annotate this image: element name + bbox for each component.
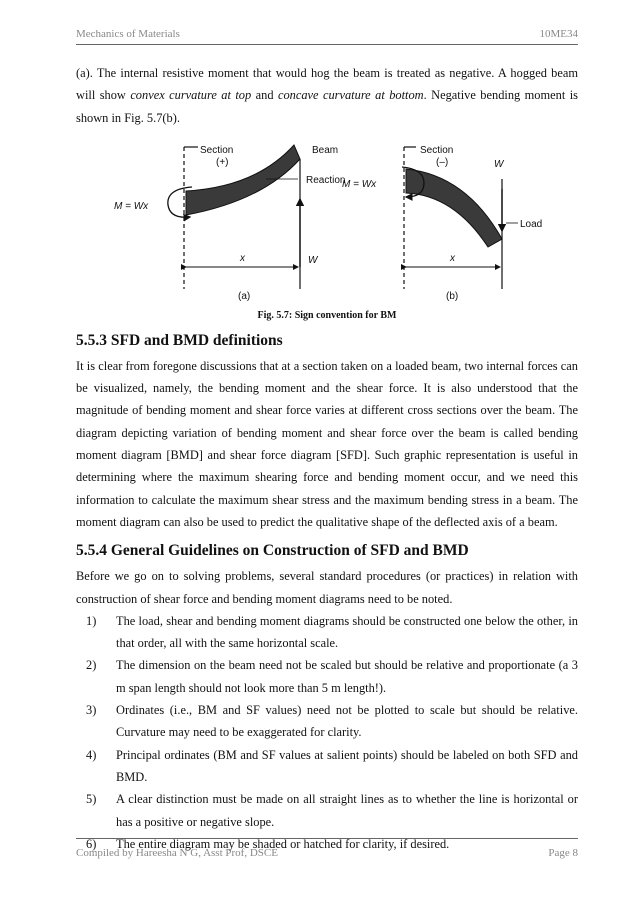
- section-heading-5-5-3: 5.5.3 SFD and BMD definitions: [76, 331, 283, 349]
- section-label-b: Section: [420, 144, 454, 156]
- page-header: [76, 22, 578, 45]
- figure-5-7: [76, 139, 578, 311]
- moment-label-a: M = Wx: [114, 200, 149, 212]
- list-item: [86, 744, 578, 789]
- list-item-number: 2): [86, 658, 97, 673]
- list-item-text: The entire diagram may be shaded or hatched for clarity, if desired.: [116, 836, 450, 851]
- sign-label-a: (+): [216, 156, 229, 168]
- list-item-number: 6): [86, 836, 97, 851]
- list-item-text: Ordinates (i.e., BM and SF values) need not be plotted to scale but should be relative. Curvature may need to be exaggerated for clarity.: [116, 703, 578, 740]
- section-5-5-3-paragraph: It is clear from foregone discussions that at a section taken on a loaded beam, two internal forces can be visualized, namely, the bending moment and the shear force. It is also understood that the magnitude of bending moment and shear force varies at different cross sections over the beam. The diagram depicting variation of bending moment and shear force over the beam is called bending moment diagram [BMD] and shear force diagram [SFD]. Such graphic representation is useful in determining where the maximum shearing force and bending moment occur, and we need this information to calculate the maximum shear stress and the maximum bending stress in a beam. The moment diagram can also be used to predict the qualitative shape of the deflected axis of a beam.: [76, 358, 578, 529]
- x-label-b: x: [450, 252, 455, 264]
- header-course-code: 10ME34: [539, 28, 578, 40]
- list-item-number: 3): [86, 703, 97, 718]
- guidelines-list: [76, 610, 578, 855]
- beam-shape-b: [406, 169, 502, 247]
- w-label-a: W: [308, 254, 318, 266]
- list-item: [86, 654, 578, 699]
- beam-label-a: Beam: [312, 144, 339, 156]
- page-footer: [76, 838, 578, 863]
- list-item: [86, 788, 578, 833]
- section-heading-5-5-4: 5.5.4 General Guidelines on Construction of SFD and BMD: [76, 542, 469, 560]
- figure-a: [114, 145, 345, 302]
- intro-text-3: . Negative bending moment is shown in Fig. 5.7(b).: [76, 88, 578, 125]
- intro-paragraph: [76, 62, 578, 129]
- section-5-5-4-paragraph: Before we go on to solving problems, several standard procedures (or practices) in relation with construction of shear force and bending moment diagrams need to be noted.: [76, 569, 578, 606]
- list-item: [86, 610, 578, 655]
- footer-compiler: Compiled by Hareesha N G, Asst Prof, DSCE: [76, 847, 278, 859]
- moment-label-b: M = Wx: [342, 178, 377, 190]
- intro-emphasis-1: convex curvature at top: [130, 88, 252, 103]
- sign-label-b: (–): [436, 156, 449, 168]
- intro-emphasis-2: concave curvature at bottom: [277, 88, 424, 103]
- x-label-a: x: [240, 252, 245, 264]
- sign-convention-diagram: [106, 139, 556, 309]
- page-body: [76, 62, 578, 855]
- footer-page-number: Page 8: [548, 847, 578, 859]
- list-item-number: 5): [86, 792, 97, 807]
- list-item-text: The dimension on the beam need not be scaled but should be relative and proportionate (a 3 m span length should not look more than 5 m length!).: [116, 658, 578, 695]
- intro-text-1: (a). The internal resistive moment that would hog the beam is treated as negative. A hogged beam will show: [76, 66, 578, 103]
- figure-caption: Fig. 5.7: Sign convention for BM: [257, 309, 397, 321]
- header-course-title: Mechanics of Materials: [76, 28, 180, 40]
- list-item-text: The load, shear and bending moment diagrams should be constructed one below the other, in that order, all with the same horizontal scale.: [116, 613, 578, 651]
- list-item-text: A clear distinction must be made on all straight lines as to whether the line is horizontal or has a positive or negative slope.: [116, 792, 578, 829]
- figure-a-label: (a): [238, 290, 251, 302]
- figure-b-label: (b): [446, 290, 459, 302]
- list-item-text: Principal ordinates (BM and SF values at salient points) should be labeled on both SFD and BMD.: [116, 747, 578, 784]
- list-item-number: 4): [86, 747, 97, 762]
- load-label-b: Load: [520, 218, 543, 230]
- intro-text-2: and: [251, 88, 278, 103]
- w-label-b: W: [494, 158, 504, 170]
- section-label-a: Section: [200, 144, 234, 156]
- reaction-label-a: Reaction: [306, 174, 346, 186]
- figure-b: [342, 145, 542, 302]
- list-item: [86, 699, 578, 744]
- list-item-number: 1): [86, 613, 97, 628]
